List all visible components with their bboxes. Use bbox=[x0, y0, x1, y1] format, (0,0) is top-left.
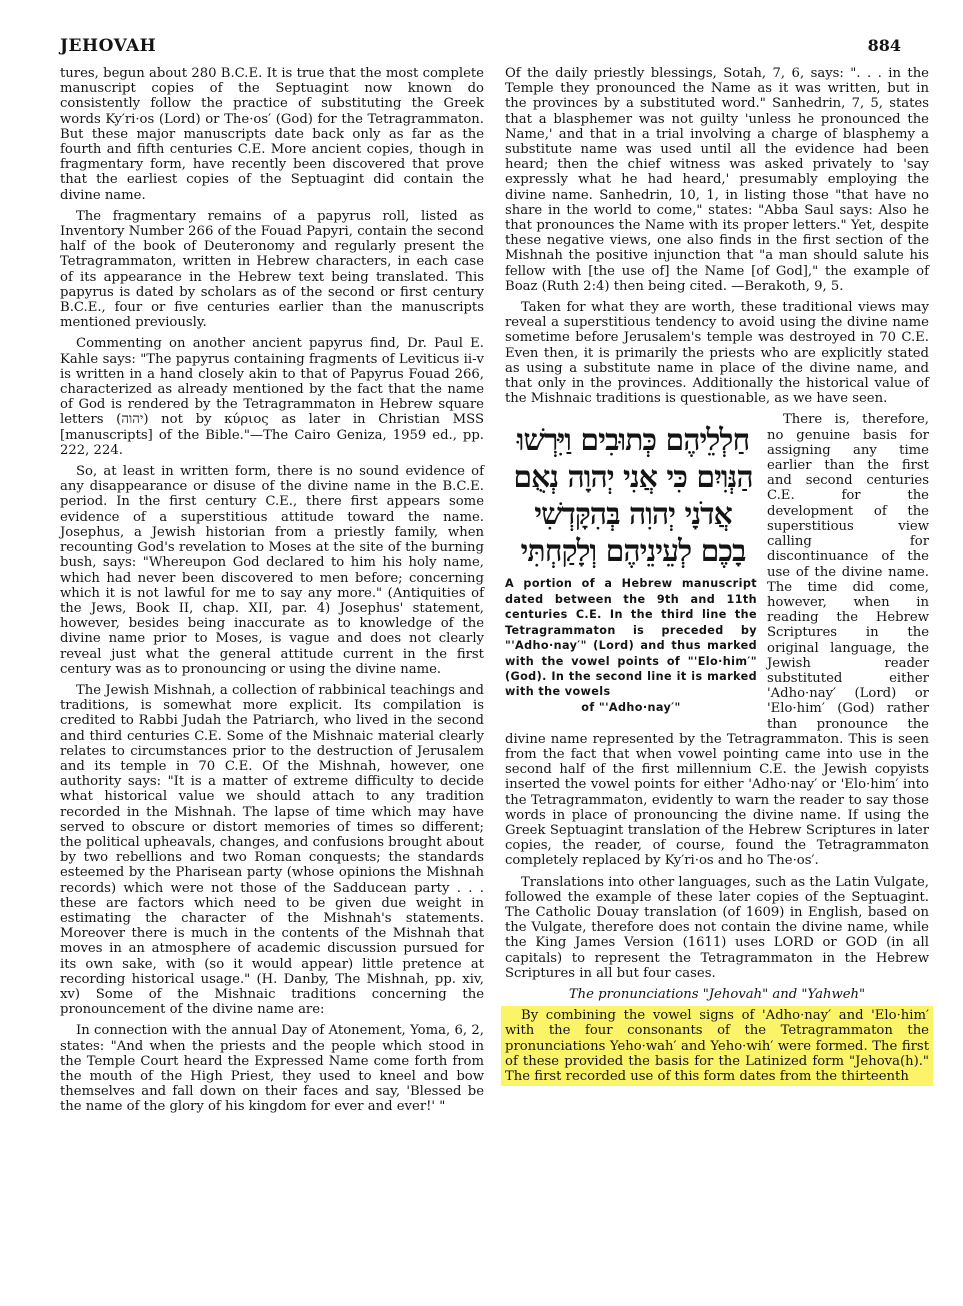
figure-caption: A portion of a Hebrew manuscript dated between the 9th and 11th centuries C.E. In the third line the Tetragrammaton is preceded by "'Adho·nay′" (Lord) and thus marked with the vowel points of "'Elo·him′" (God). In the second line it is marked with the vowels bbox=[505, 577, 757, 699]
paragraph: In connection with the annual Day of Atonement, Yoma, 6, 2, states: "And when the priests and the people which stood in the Temple Court heard the Expressed Name come forth from the mouth of the High Priest, they used to kneel and bow themselves and fall down on their faces and say, 'Blessed be the name of the glory of his kingdom for ever and ever!' " bbox=[60, 1023, 484, 1115]
paragraph: So, at least in written form, there is no sound evidence of any disappearance or disuse of the divine name in the B.C.E. period. In the first century C.E., there first appears some evidence of a superstitious attitude toward the name. Josephus, a Jewish historian from a priestly family, when recounting God's revelation to Moses at the site of the burning bush, says: "Whereupon God declared to him his holy name, which had never been discovered to men before; concerning which it is not lawful for me to say any more." (Antiquities of the Jews, Book II, chap. XII, par. 4) Josephus' statement, however, besides being inaccurate as to knowledge of the divine name prior to Moses, is vague and does not clearly reveal just what the general attitude current in the first century was as to pronouncing or using the divine name. bbox=[60, 464, 484, 677]
paragraph: tures, begun about 280 B.C.E. It is true that the most complete manuscript copies of the Septuagint now known do consistently follow the practice of substituting the Greek words Ky′ri·os (Lord) or The·os′ (God) for the Tetragrammaton. But these major manuscripts date back only as far as the fourth and fifth centuries C.E. More ancient copies, though in fragmentary form, have recently been discovered that prove that the earliest copies of the Septuagint did contain the divine name. bbox=[60, 66, 484, 203]
hebrew-manuscript-image bbox=[511, 422, 755, 570]
highlighted-paragraph: By combining the vowel signs of 'Adho·nay′ and 'Elo·him′ with the four consonants of the Tetragrammaton the pronunciations Yeho·wah′ and Yeho·wih′ were formed. The first of these provided the basis for the Latinized form "Jehova(h)." The first recorded use of this form dates from the thirteenth bbox=[501, 1006, 933, 1086]
running-header bbox=[0, 36, 963, 60]
paragraph: Commenting on another ancient papyrus find, Dr. Paul E. Kahle says: "The papyrus containing fragments of Leviticus ii-v is written in a hand closely akin to that of Papyrus Fouad 266, characterized as already mentioned by the fact that the name of God is rendered by the Tetragrammaton in Hebrew square letters (יהוה) not by κύριος as later in Christian MSS [manuscripts] of the Bible."—The Cairo Geniza, 1959 ed., pp. 222, 224. bbox=[60, 336, 484, 458]
paragraph: Of the daily priestly blessings, Sotah, 7, 6, says: ". . . in the Temple they pronounced the Name as it was written, but in the provinces by a substituted word." Sanhedrin, 7, 5, states that a blasphemer was not guilty 'unless he pronounced the Name,' and that in a trial involving a charge of blasphemy a substitute name was used until all the evidence had been heard; then the chief witness was asked privately to 'say expressly what he had heard,' presumably employing the divine name. Sanhedrin, 10, 1, in listing those "that have no share in the world to come," states: "Abba Saul says: Also he that pronounces the Name with its proper letters." Yet, despite these negative views, one also finds in the first section of the Mishnah the positive injunction that "a man should salute his fellow with [the use of] the Name [of God]," the example of Boaz (Ruth 2:4) then being cited. —Berakoth, 9, 5. bbox=[505, 66, 929, 294]
hebrew-line: אֲדֹנָי יְהוִה בְּהִקָּדְשִׁי bbox=[534, 497, 732, 533]
paragraph: Translations into other languages, such as the Latin Vulgate, followed the example of these later copies of the Septuagint. The Catholic Douay translation (of 1609) in English, based on the Vulgate, therefore does not contain the divine name, while the King James Version (1611) uses LORD or GOD (in all capitals) to represent the Tetragrammaton in the Hebrew Scriptures in all but four cases. bbox=[505, 874, 929, 981]
hebrew-line: חַלְלֵיהֶם כְּתוּבִים וַיִּרְשׁוּ bbox=[516, 423, 750, 459]
paragraph: There is, therefore, no genuine basis for assigning any time earlier than the first and second centuries C.E. for the development of the superstitious view calling for discontinuance of the use of the divine name. The time did come, however, when in reading the Hebrew Scriptures in the original language, the Jewish reader substituted either 'Adho·nay′ (Lord) or 'Elo·him′ (God) rather than pronounce the divine name represented by the Tetragrammaton. This is seen from the fact that when vowel pointing came into use in the second half of the first millennium C.E. the Jewish copyists inserted the vowel points for either 'Adho·nay′ or 'Elo·him′ into the Tetragrammaton, evidently to warn the reader to say those words in place of pronouncing the divine name. If using the Greek Septuagint translation of the Hebrew Scriptures in later copies, the reader, of course, found the Tetragrammaton completely replaced by Ky′ri·os and ho The·os′. bbox=[505, 412, 929, 869]
section-subheading: The pronunciations "Jehovah" and "Yahweh" bbox=[568, 986, 866, 1002]
hebrew-line: הַנְּוִיִם כִּי אֲנִי יְהוָה נְאֻם bbox=[513, 460, 753, 496]
paragraph: Taken for what they are worth, these traditional views may reveal a superstitious tendency to avoid using the divine name sometime before Jerusalem's temple was destroyed in 70 C.E. Even then, it is primarily the priests who are explicitly stated as using a substitute name in place of the divine name, and that only in the provinces. Additionally the historical value of the Mishnaic traditions is questionable, as we have seen. bbox=[505, 300, 929, 407]
right-column bbox=[505, 66, 929, 1092]
figure-caption-end: of "'Adho·nay′" bbox=[581, 700, 681, 714]
paragraph: The fragmentary remains of a papyrus roll, listed as Inventory Number 266 of the Fouad Papyri, contain the second half of the book of Deuteronomy and regularly present the Tetragrammaton, written in Hebrew characters, in each case of its appearance in the Hebrew text being translated. This papyrus is dated by scholars as of the second or first century B.C.E., four or five centuries earlier than the manuscripts mentioned previously. bbox=[60, 208, 484, 331]
paragraph: The Jewish Mishnah, a collection of rabbinical teachings and traditions, is somewhat more explicit. Its compilation is credited to Rabbi Judah the Patriarch, who lived in the second and third centuries C.E. Some of the Mishnaic material clearly relates to circumstances prior to the destruction of Jerusalem and its temple in 70 C.E. Of the Mishnah, however, one authority says: "It is a matter of extreme difficulty to decide what historical value we should attach to any tradition recorded in the Mishnah. The lapse of time which may have served to obscure or distort memories of times so different; the political upheavals, changes, and confusions brought about by two rebellions and two Roman conquests; the standards esteemed by the Pharisean party (whose opinions the Mishnah records) which were not those of the Sadducean party . . . these are factors which need to be given due weight in estimating the character of the Mishnah's statements. Moreover there is much in the contents of the Mishnah that moves in an atmosphere of academic discussion pursued for its own sake, with (so it would appear) little pretence at recording historical usage." (H. Danby, The Mishnah, pp. xiv, xv) Some of the Mishnaic traditions concerning the pronouncement of the divine name are: bbox=[60, 682, 484, 1018]
page-title: JEHOVAH bbox=[60, 36, 157, 56]
left-column bbox=[60, 66, 484, 1121]
hebrew-manuscript-figure bbox=[505, 414, 757, 715]
page-number: 884 bbox=[867, 36, 901, 55]
hebrew-line: בָכֶם לְעֵינֵיהֶם וְלָקַחְתִּי bbox=[520, 534, 746, 570]
